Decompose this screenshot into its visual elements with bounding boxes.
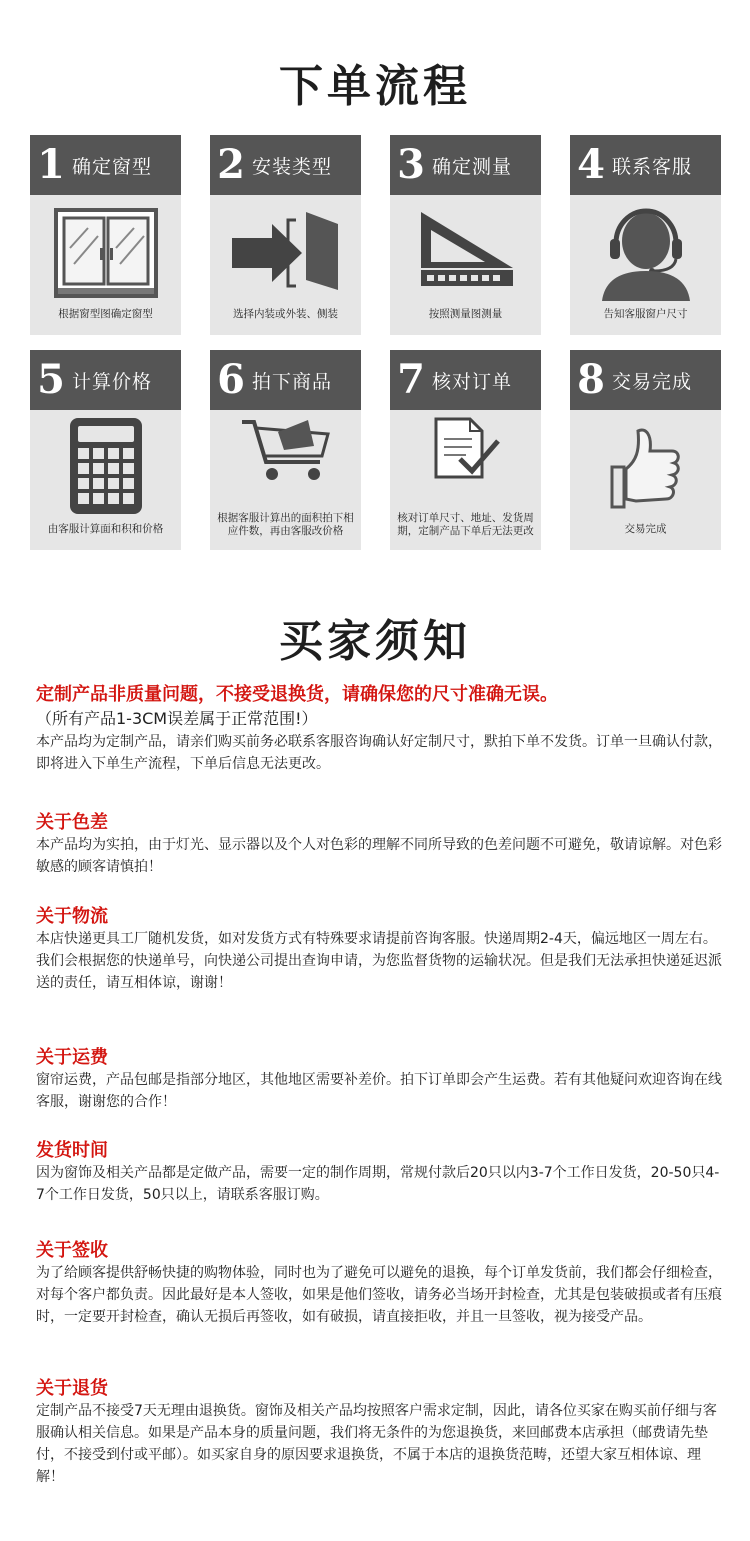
- section-sign-for: [36, 1240, 726, 1328]
- step-number: 3: [397, 141, 425, 188]
- section-paragraph: 本产品均为实拍，由于灯光、显示器以及个人对色彩的理解不同所导致的色差问题不可避免，敬请谅解。对色彩敏感的顾客请慎拍！: [36, 837, 722, 875]
- step-caption: 告知客服窗户尺寸: [603, 308, 688, 320]
- document-check-icon: [390, 410, 541, 490]
- install-arrow-icon: [210, 201, 361, 305]
- step-card-2: [210, 135, 361, 335]
- window-icon: [30, 201, 181, 305]
- section-title: 关于物流: [36, 906, 108, 927]
- section-delivery-time: [36, 1140, 726, 1206]
- step-number: 1: [37, 141, 65, 188]
- section-title: 关于签收: [36, 1240, 108, 1261]
- step-number: 7: [397, 356, 425, 403]
- step-label: 确定测量: [432, 155, 513, 178]
- step-card-7: [390, 350, 541, 550]
- step-card-3: [390, 135, 541, 335]
- section-paragraph: 定制产品不接受7天无理由退换货。窗饰及相关产品均按照客户需求定制，因此，请各位买家在购买前仔细与客服确认相关信息。如果是产品本身的质量问题，我们将无条件的为您退换货，来回邮费本店承担（邮费请先垫付，不接受到付或平邮）。如买家自身的原因要求退换货，不属于本店的退换货范畴，还望大家互相体谅、理解！: [36, 1403, 717, 1485]
- section-logistics: [36, 906, 726, 994]
- thumbs-up-icon: [570, 416, 721, 516]
- section-shipping-fee: [36, 1047, 726, 1113]
- step-number: 5: [37, 356, 65, 403]
- step-number: 6: [217, 356, 245, 403]
- ruler-triangle-icon: [390, 201, 541, 305]
- section-paragraph: 因为窗饰及相关产品都是定做产品，需要一定的制作周期，常规付款后20只以内3-7个工作日发货，20-50只4-7个工作日发货，50只以上，请联系客服订购。: [36, 1165, 720, 1203]
- section-paragraph: 本店快递更具工厂随机发货，如对发货方式有特殊要求请提前咨询客服。快递周期2-4天，偏远地区一周左右。: [36, 931, 717, 947]
- section-title: 关于退货: [36, 1378, 108, 1399]
- section-paragraph: 为了给顾客提供舒畅快捷的购物体验，同时也为了避免可以避免的退换，每个订单发货前，我们都会仔细检查，对每个客户都负责。因此最好是本人签收，如果是他们签收，请务必当场开封检查，尤其是包装破损或者有压痕时，一定要开封检查，确认无损后再签收，如有破损，请直接拒收，并且一旦签收，视为接受产品。: [36, 1265, 722, 1325]
- step-label: 联系客服: [612, 155, 693, 178]
- shopping-cart-icon: [210, 410, 361, 490]
- warning-sub: （所有产品1-3CM误差属于正常范围!）: [36, 709, 318, 728]
- calculator-icon: [30, 414, 181, 518]
- section-color-difference: [36, 812, 726, 878]
- step-number: 8: [577, 356, 605, 403]
- step-card-5: [30, 350, 181, 550]
- step-number: 2: [217, 141, 245, 188]
- step-label: 拍下商品: [252, 370, 333, 393]
- warning-section: [36, 683, 726, 775]
- step-label: 交易完成: [612, 370, 693, 393]
- step-card-1: [30, 135, 181, 335]
- section-returns: [36, 1378, 726, 1488]
- step-card-4: [570, 135, 721, 335]
- step-caption: 按照测量图测量: [428, 308, 503, 320]
- step-label: 安装类型: [252, 155, 333, 178]
- step-caption: 交易完成: [624, 523, 667, 535]
- warning-main: 定制产品非质量问题，不接受退换货，请确保您的尺寸准确无误。: [36, 684, 558, 705]
- step-caption: 选择内装或外装、侧装: [233, 308, 338, 320]
- section-paragraph: 窗帘运费，产品包邮是指部分地区，其他地区需要补差价。拍下订单即会产生运费。若有其他疑问欢迎咨询在线客服，谢谢您的合作！: [36, 1072, 722, 1110]
- notice-title: 买家须知: [279, 616, 471, 667]
- step-label: 确定窗型: [72, 155, 153, 178]
- step-caption: 核对订单尺寸、地址、发货周期，定制产品下单后无法更改: [397, 512, 534, 537]
- section-title: 关于运费: [36, 1047, 108, 1068]
- step-caption: 根据窗型图确定窗型: [58, 308, 153, 320]
- headset-agent-icon: [570, 201, 721, 305]
- section-title: 发货时间: [36, 1140, 108, 1161]
- section-paragraph: 我们会根据您的快递单号，向快递公司提出查询申请，为您监督货物的运输状况。但是我们无法承担快递延迟派送的责任，请互相体谅，谢谢！: [36, 953, 722, 991]
- process-title: 下单流程: [279, 61, 471, 112]
- step-caption: 根据客服计算出的面积拍下相应件数，再由客服改价格: [217, 512, 354, 537]
- step-label: 核对订单: [432, 370, 513, 393]
- step-card-6: [210, 350, 361, 550]
- warning-body: 本产品均为定制产品，请亲们购买前务必联系客服咨询确认好定制尺寸，默拍下单不发货。订单一旦确认付款，即将进入下单生产流程，下单后信息无法更改。: [36, 734, 722, 772]
- step-card-8: [570, 350, 721, 550]
- step-caption: 由客服计算面和积和价格: [47, 523, 164, 535]
- step-number: 4: [577, 141, 605, 188]
- section-title: 关于色差: [36, 812, 108, 833]
- step-label: 计算价格: [72, 370, 153, 393]
